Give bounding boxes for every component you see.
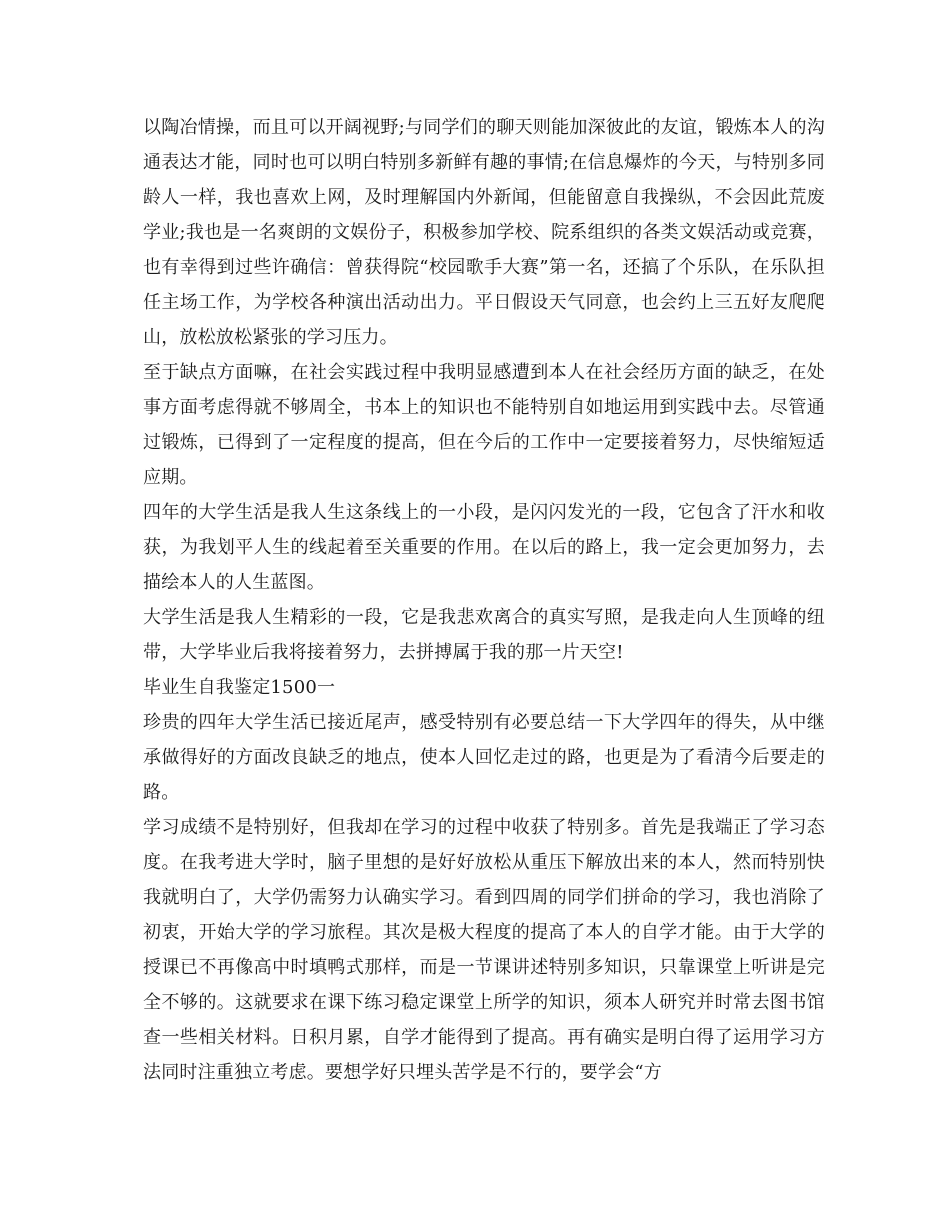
paragraph-shortcomings: 至于缺点方面嘛，在社会实践过程中我明显感遭到本人在社会经历方面的缺乏，在处事方面考虑得就不够周全，书本上的知识也不能特别自如地运用到实践中去。尽管通过锻炼，已得到了一定程度的提高，但在今后的工作中一定要接着努力，尽快缩短适应期。 [143, 362, 825, 488]
paragraph-hobbies: 以陶冶情操，而且可以开阔视野;与同学们的聊天则能加深彼此的友谊，锻炼本人的沟通表达才能，同时也可以明白特别多新鲜有趣的事情;在信息爆炸的今天，与特别多同龄人一样，我也喜欢上网，及时理解国内外新闻，但能留意自我操纵，不会因此荒废学业;我也是一名爽朗的文娱份子，积极参加学校、院系组织的各类文娱活动或竞赛，也有幸得到过些许确信：曾获得院“校园歌手大赛”第一名，还搞了个乐队，在乐队担任主场工作，为学校各种演出活动出力。平日假设天气同意，也会约上三五好友爬爬山，放松放松紧张的学习压力。 [143, 117, 825, 348]
paragraph-four-years: 四年的大学生活是我人生这条线上的一小段，是闪闪发光的一段，它包含了汗水和收获，为我划平人生的线起着至关重要的作用。在以后的路上，我一定会更加努力，去描绘本人的人生蓝图。 [143, 502, 825, 593]
paragraph-conclusion: 大学生活是我人生精彩的一段，它是我悲欢离合的真实写照，是我走向人生顶峰的纽带，大学毕业后我将接着努力，去拼搏属于我的那一片天空! [143, 607, 825, 663]
section-heading: 毕业生自我鉴定1500一 [143, 677, 336, 698]
paragraph-intro: 珍贵的四年大学生活已接近尾声，感受特别有必要总结一下大学四年的得失，从中继承做得好的方面改良缺乏的地点，使本人回忆走过的路，也更是为了看清今后要走的路。 [143, 712, 825, 803]
document-body [143, 110, 825, 1090]
paragraph-study: 学习成绩不是特别好，但我却在学习的过程中收获了特别多。首先是我端正了学习态度。在我考进大学时，脑子里想的是好好放松从重压下解放出来的本人，然而特别快我就明白了，大学仍需努力认确实学习。看到四周的同学们拼命的学习，我也消除了初衷，开始大学的学习旅程。其次是极大程度的提高了本人的自学才能。由于大学的授课已不再像高中时填鸭式那样，而是一节课讲述特别多知识，只靠课堂上听讲是完全不够的。这就要求在课下练习稳定课堂上所学的知识，须本人研究并时常去图书馆查一些相关材料。日积月累，自学才能得到了提高。再有确实是明白得了运用学习方法同时注重独立考虑。要想学好只埋头苦学是不行的，要学会“方 [143, 817, 825, 1083]
